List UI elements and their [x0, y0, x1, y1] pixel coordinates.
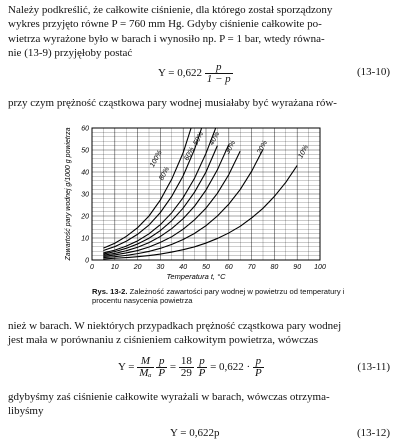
x-tick-label: 90 [293, 264, 302, 271]
x-tick-label: 0 [90, 264, 94, 271]
paragraph-2 [8, 96, 394, 110]
fraction [205, 62, 233, 85]
equation-middle: = 0,622 · [210, 361, 251, 374]
fraction [253, 356, 264, 379]
equals-sign: = [169, 361, 177, 374]
fraction [137, 356, 153, 379]
text-line: nie (13-9) przyjęłoby postać [8, 47, 133, 60]
y-tick-label: 50 [81, 147, 89, 155]
paragraph-3 [8, 319, 394, 348]
text-line: wietrza wyrażone było w barach i wynosiło np. P = 1 bar, wtedy równa- [8, 32, 325, 45]
series-label: 100% [149, 149, 164, 169]
chart-grid [92, 128, 320, 260]
equation-number: (13-10) [357, 66, 390, 78]
equation-13-12 [170, 427, 220, 439]
equation-13-11 [118, 356, 264, 379]
fraction [179, 356, 194, 379]
x-tick-label: 80 [270, 264, 279, 271]
y-tick-label: 30 [81, 191, 89, 199]
equation-13-10 [158, 62, 233, 85]
x-tick-label: 10 [110, 264, 119, 271]
series-label: 40% [208, 130, 222, 147]
figure-caption [92, 287, 352, 305]
y-tick-label: 0 [85, 257, 89, 265]
fraction-numerator: 18 [180, 355, 192, 367]
series-label: 10% [297, 144, 311, 160]
x-tick-label: 60 [224, 264, 233, 271]
x-tick-label: 40 [179, 264, 188, 271]
series-label: 80% [158, 166, 172, 182]
series-label: 30% [224, 139, 238, 156]
fraction-denominator: P [254, 367, 262, 379]
y-tick-label: 20 [81, 213, 89, 221]
fraction-numerator: p [253, 356, 264, 368]
fraction-numerator: p [197, 356, 208, 368]
series-line-10pct [103, 165, 297, 259]
text-line: przy czym prężność cząstkowa pary wodnej musiałaby być wyrażana rów- [8, 97, 337, 109]
fraction [197, 356, 208, 379]
caption-label: Rys. 13-2. [92, 287, 128, 296]
series-label: 50% [192, 130, 206, 147]
caption-text: Zależność zawartości pary wodnej w powietrzu od temperatury i procentu nasycenia powietrza [92, 287, 345, 305]
x-tick-label: 50 [202, 264, 210, 271]
x-axis-label: Temperatura t, °C [166, 272, 226, 281]
equation-lhs: Y = [118, 361, 135, 374]
fraction-denominator: P [198, 367, 206, 379]
paragraph-1 [8, 3, 394, 61]
fraction-numerator: M [137, 356, 153, 368]
fraction-denominator: P [158, 367, 166, 379]
paragraph-4 [8, 390, 394, 419]
equation-text: Y = 0,622p [170, 427, 220, 439]
x-tick-label: 100 [314, 264, 326, 271]
y-tick-label: 10 [81, 235, 89, 243]
text-line: nież w barach. W niektórych przypadkach prężność cząstkowa pary wodnej [8, 320, 342, 332]
text-line: jest mała w porównaniu z ciśnieniem całkowitym powietrza, wówczas [8, 334, 319, 347]
fraction-numerator: p [156, 356, 167, 368]
fraction [156, 356, 167, 379]
x-tick-label: 20 [133, 264, 142, 271]
fraction-denominator: Mₐ [139, 367, 152, 379]
y-tick-label: 60 [81, 125, 89, 133]
fraction-numerator: p [205, 62, 233, 74]
equation-lhs: Y = 0,622 [158, 67, 202, 80]
y-tick-label: 40 [81, 169, 89, 177]
x-tick-label: 30 [156, 264, 165, 271]
equation-number: (13-11) [357, 361, 390, 373]
y-axis-label: Zawartość pary wodnej g/1000 g powietrza [65, 127, 72, 261]
series-label: 60% [183, 146, 197, 162]
text-line: wykres przyjęto równe P = 760 mm Hg. Gdyby ciśnienie całkowite po- [8, 18, 322, 31]
fraction-denominator: 1 − p [206, 73, 231, 85]
text-line: gdybyśmy zaś ciśnienie całkowite wyrażali w barach, wówczas otrzyma- [8, 391, 330, 403]
humidity-chart [60, 122, 330, 284]
equation-number: (13-12) [357, 427, 390, 439]
text-line: Należy podkreślić, że całkowite ciśnienie, dla którego został sporządzony [8, 4, 333, 16]
text-line: libyśmy [8, 405, 44, 418]
fraction-denominator: 29 [180, 367, 192, 379]
x-tick-label: 70 [247, 264, 256, 271]
series-label: 20% [256, 139, 270, 156]
